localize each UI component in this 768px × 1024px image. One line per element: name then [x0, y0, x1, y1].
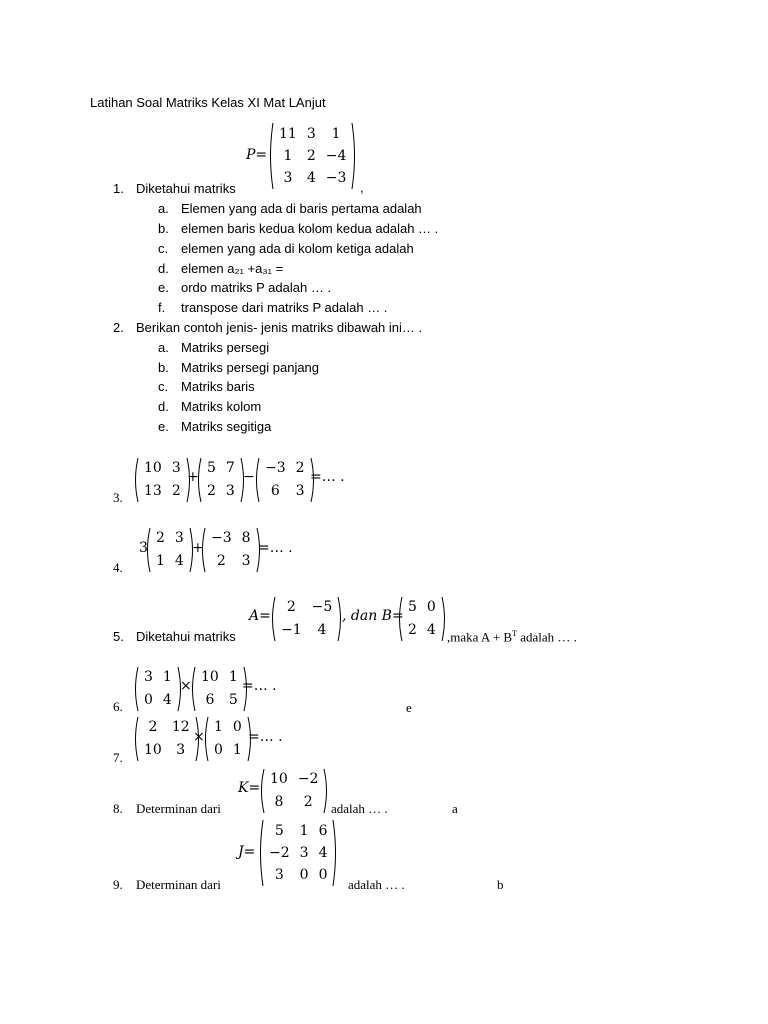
q6-number: 6. — [113, 699, 123, 714]
matrix-cell: 4 — [317, 622, 327, 638]
matrix-cell: 8 — [241, 530, 251, 546]
matrix-cell: 0 — [232, 719, 242, 735]
q7-number: 7. — [113, 750, 123, 765]
q5-transpose-sup: T — [512, 629, 517, 638]
matrix-body — [274, 123, 351, 189]
matrix-body — [139, 716, 195, 762]
matrix-cell: 4 — [318, 845, 328, 861]
q9-tail: adalah … . — [348, 877, 405, 892]
matrix-row — [264, 842, 332, 864]
matrix-body — [206, 527, 256, 573]
q1-item-letter: b. — [158, 221, 169, 236]
matrix-cell: 3 — [171, 460, 181, 476]
matrix-cell: 0 — [318, 867, 328, 883]
matrix-cell: 2 — [303, 794, 313, 810]
matrix-body — [202, 457, 240, 503]
q5-matrix-a — [270, 596, 343, 642]
matrix-row — [264, 864, 332, 886]
q9-matrix-j — [258, 819, 338, 887]
matrix-cell: 6 — [205, 692, 215, 708]
matrix-row — [151, 527, 189, 550]
matrix-cell: 6 — [318, 823, 328, 839]
matrix-cell: 3 — [283, 170, 293, 186]
q3-result: =… . — [310, 469, 345, 485]
q4-result: =… . — [258, 540, 293, 556]
matrix-cell: 0 — [426, 599, 436, 615]
matrix-row — [206, 550, 256, 573]
q4-matrix-1 — [145, 527, 195, 573]
matrix-row — [274, 145, 351, 167]
right-paren — [332, 819, 338, 887]
q4-scalar: 3 — [139, 540, 148, 556]
q1-matrix-label: P= — [246, 147, 268, 163]
q8-number: 8. — [113, 801, 123, 816]
q3-matrix-1 — [133, 457, 192, 503]
matrix-cell: −3 — [265, 460, 286, 476]
matrix-body — [276, 596, 337, 642]
matrix-row — [139, 716, 195, 739]
q2-item-letter: a. — [158, 340, 169, 355]
matrix-cell: −1 — [281, 622, 302, 638]
matrix-cell: 2 — [216, 553, 226, 569]
matrix-cell: 2 — [207, 483, 216, 499]
q6-times: × — [180, 678, 192, 694]
q2-item-letter: b. — [158, 360, 169, 375]
matrix-cell: 11 — [279, 126, 297, 142]
matrix-cell: 0 — [144, 692, 153, 708]
matrix-cell: −3 — [325, 170, 347, 186]
matrix-cell: 5 — [228, 692, 238, 708]
q3-matrix-3 — [254, 457, 316, 503]
q9-text: Determinan dari — [136, 877, 221, 892]
matrix-cell: 12 — [171, 719, 190, 735]
q2-item-letter: e. — [158, 419, 169, 434]
matrix-cell: 7 — [225, 460, 235, 476]
matrix-row — [139, 689, 177, 712]
q2-item-letter: d. — [158, 399, 169, 414]
q8-tail: adalah … . — [331, 801, 388, 816]
q3-matrix-2 — [196, 457, 246, 503]
q4-number: 4. — [113, 560, 123, 575]
q1-matrix — [268, 122, 357, 190]
matrix-row — [196, 689, 243, 712]
matrix-body — [139, 666, 177, 712]
matrix-row — [264, 820, 332, 842]
matrix-cell: 1 — [232, 742, 242, 758]
q5-and-b-label: , dan B= — [342, 608, 404, 624]
q2-item-text: Matriks persegi — [181, 340, 270, 355]
q8-matrix-k — [259, 768, 329, 814]
q5-tail-text: ,maka A + B — [447, 629, 513, 645]
matrix-cell: 3 — [306, 126, 316, 142]
q6-matrix-2 — [190, 666, 249, 712]
q2-item-text: Matriks segitiga — [181, 419, 272, 434]
matrix-row — [274, 123, 351, 145]
q1-item-letter: c. — [158, 241, 169, 256]
q5-text: Diketahui matriks — [136, 629, 236, 644]
matrix-cell: 4 — [162, 692, 172, 708]
matrix-body — [196, 666, 243, 712]
q1-number: 1. — [113, 181, 124, 196]
q2-item-letter: c. — [158, 379, 169, 394]
matrix-cell: 0 — [299, 867, 309, 883]
q1-item-text: elemen a₂₁ +a₃₁ = — [181, 261, 284, 276]
q6-result: =… . — [242, 678, 277, 694]
matrix-row — [265, 768, 323, 791]
q1-item-letter: d. — [158, 261, 169, 276]
matrix-cell: 5 — [274, 823, 284, 839]
q1-item-text: transpose dari matriks P adalah … . — [181, 300, 388, 315]
matrix-cell: 10 — [144, 742, 162, 758]
q4-plus: + — [192, 540, 204, 556]
matrix-row — [276, 619, 337, 642]
q7-times: × — [193, 729, 205, 745]
matrix-row — [403, 596, 441, 619]
q5-matrix-b — [397, 596, 447, 642]
q5-a-label: A= — [249, 608, 271, 624]
q4-matrix-2 — [200, 527, 262, 573]
q1-item-letter: a. — [158, 201, 169, 216]
q5-tail-text-2: adalah … . — [517, 629, 577, 645]
matrix-row — [202, 480, 240, 503]
matrix-row — [139, 480, 186, 503]
matrix-cell: 1 — [228, 669, 238, 685]
matrix-body — [151, 527, 189, 573]
matrix-row — [139, 739, 195, 762]
q7-matrix-2 — [203, 716, 253, 762]
matrix-cell: 1 — [214, 719, 223, 735]
q2-number: 2. — [113, 320, 124, 335]
q6-stray-letter: e — [406, 700, 412, 715]
q9-j-label: J= — [238, 844, 256, 860]
matrix-cell: 3 — [241, 553, 251, 569]
matrix-cell: 3 — [295, 483, 305, 499]
matrix-body — [403, 596, 441, 642]
matrix-cell: 2 — [156, 530, 165, 546]
matrix-cell: −2 — [269, 845, 290, 861]
q1-item-letter: e. — [158, 280, 169, 295]
matrix-row — [196, 666, 243, 689]
matrix-row — [276, 596, 337, 619]
matrix-cell: 4 — [306, 170, 316, 186]
matrix-row — [260, 457, 310, 480]
matrix-cell: 3 — [144, 669, 153, 685]
matrix-cell: 5 — [207, 460, 216, 476]
q7-matrix-1 — [133, 716, 201, 762]
matrix-cell: 2 — [171, 483, 181, 499]
q5-number: 5. — [113, 629, 124, 644]
matrix-row — [265, 791, 323, 814]
matrix-body — [264, 820, 332, 886]
matrix-cell: 1 — [299, 823, 309, 839]
q2-text: Berikan contoh jenis- jenis matriks dibawah ini… . — [136, 320, 423, 335]
matrix-cell: 4 — [174, 553, 184, 569]
matrix-row — [151, 550, 189, 573]
matrix-cell: 1 — [156, 553, 165, 569]
matrix-row — [274, 167, 351, 189]
right-paren — [323, 768, 329, 814]
matrix-body — [260, 457, 310, 503]
matrix-cell: −5 — [311, 599, 333, 615]
q3-minus: − — [243, 469, 255, 485]
matrix-row — [260, 480, 310, 503]
q3-number: 3. — [113, 490, 123, 505]
matrix-cell: 8 — [274, 794, 284, 810]
matrix-row — [139, 457, 186, 480]
matrix-cell: 13 — [144, 483, 162, 499]
matrix-row — [403, 619, 441, 642]
matrix-body — [209, 716, 247, 762]
matrix-row — [139, 666, 177, 689]
right-paren — [351, 122, 357, 190]
matrix-cell: 2 — [408, 622, 417, 638]
right-paren — [441, 596, 447, 642]
matrix-cell: −3 — [211, 530, 232, 546]
matrix-cell: 2 — [306, 148, 316, 164]
matrix-cell: 0 — [214, 742, 223, 758]
matrix-cell: 3 — [174, 530, 184, 546]
q5-tail — [447, 629, 577, 645]
matrix-cell: 4 — [426, 622, 436, 638]
matrix-cell: 3 — [225, 483, 235, 499]
matrix-cell: 2 — [295, 460, 305, 476]
matrix-cell: 1 — [283, 148, 293, 164]
matrix-cell: 1 — [331, 126, 341, 142]
q8-k-label: K= — [238, 780, 261, 796]
q3-plus: + — [187, 469, 199, 485]
q1-comma: , — [360, 180, 364, 195]
q2-item-text: Matriks persegi panjang — [181, 360, 320, 375]
q2-item-text: Matriks baris — [181, 379, 255, 394]
matrix-cell: 3 — [274, 867, 284, 883]
document-title: Latihan Soal Matriks Kelas XI Mat LAnjut — [90, 95, 326, 110]
q1-item-text: elemen yang ada di kolom ketiga adalah — [181, 241, 414, 256]
q1-text: Diketahui matriks — [136, 181, 236, 196]
matrix-cell: 10 — [270, 771, 288, 787]
matrix-row — [209, 739, 247, 762]
matrix-cell: 2 — [148, 719, 158, 735]
matrix-cell: 10 — [144, 460, 162, 476]
matrix-row — [206, 527, 256, 550]
matrix-cell: 1 — [162, 669, 172, 685]
q1-item-text: ordo matriks P adalah … . — [181, 280, 332, 295]
matrix-cell: 6 — [270, 483, 280, 499]
matrix-body — [265, 768, 323, 814]
q2-item-text: Matriks kolom — [181, 399, 262, 414]
q1-item-text: Elemen yang ada di baris pertama adalah — [181, 201, 422, 216]
matrix-cell: 2 — [286, 599, 296, 615]
q9-number: 9. — [113, 877, 123, 892]
matrix-row — [202, 457, 240, 480]
matrix-cell: 3 — [299, 845, 309, 861]
matrix-row — [209, 716, 247, 739]
matrix-cell: 3 — [176, 742, 186, 758]
matrix-cell: −2 — [297, 771, 319, 787]
matrix-cell: 5 — [408, 599, 417, 615]
q8-stray-letter: a — [452, 801, 458, 816]
q8-text: Determinan dari — [136, 801, 221, 816]
matrix-body — [139, 457, 186, 503]
q9-stray-letter: b — [497, 877, 504, 892]
matrix-cell: −4 — [325, 148, 347, 164]
matrix-cell: 10 — [201, 669, 219, 685]
q6-matrix-1 — [133, 666, 183, 712]
q1-item-letter: f. — [158, 300, 166, 315]
q1-item-text: elemen baris kedua kolom kedua adalah … . — [181, 221, 439, 236]
q7-result: =… . — [248, 729, 283, 745]
